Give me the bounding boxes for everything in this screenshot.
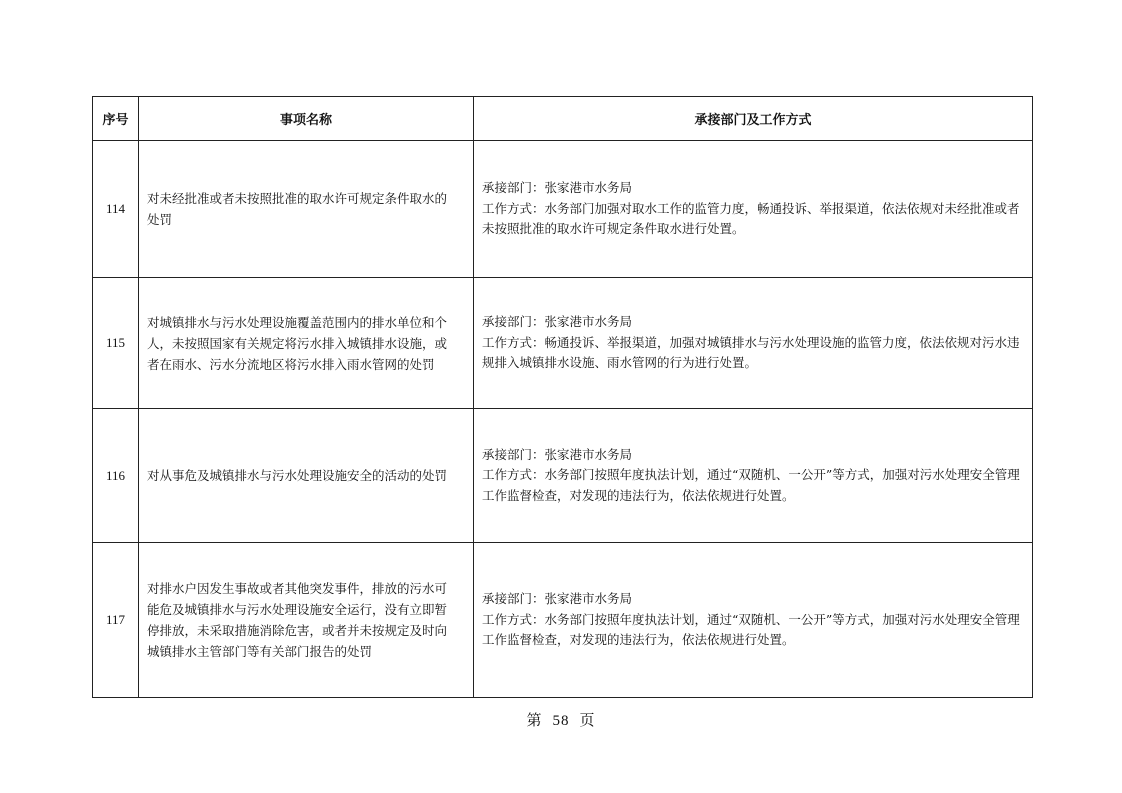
item-name-text: 对排水户因发生事故或者其他突发事件，排放的污水可能危及城镇排水与污水处理设施安全运行，没有立即暂停排放，未采取措施消除危害，或者并未按规定及时向城镇排水主管部门等有关部门报告的处罚 bbox=[147, 581, 448, 659]
row-item-name bbox=[139, 141, 474, 278]
dept-text: 承接部门：张家港市水务局 bbox=[482, 180, 633, 196]
header-serial-no: 序号 bbox=[93, 97, 139, 141]
page-number: 58 bbox=[552, 713, 570, 729]
dept-text: 承接部门：张家港市水务局 bbox=[482, 591, 633, 607]
table-header-row bbox=[93, 97, 1033, 141]
items-table bbox=[92, 96, 1033, 698]
row-dept-method bbox=[474, 278, 1033, 409]
row-dept-method bbox=[474, 543, 1033, 698]
header-item-name: 事项名称 bbox=[139, 97, 474, 141]
dept-text: 承接部门：张家港市水务局 bbox=[482, 446, 633, 462]
item-name-text: 对未经批准或者未按照批准的取水许可规定条件取水的处罚 bbox=[147, 191, 448, 227]
item-name-text: 对城镇排水与污水处理设施覆盖范围内的排水单位和个人，未按照国家有关规定将污水排入城镇排水设施，或者在雨水、污水分流地区将污水排入雨水管网的处罚 bbox=[147, 314, 448, 372]
row-item-name bbox=[139, 278, 474, 409]
table-row bbox=[93, 409, 1033, 543]
row-serial-no: 115 bbox=[93, 278, 139, 409]
method-text: 工作方式：水务部门加强对取水工作的监管力度，畅通投诉、举报渠道，依法依规对未经批准或者未按照批准的取水许可规定条件取水进行处置。 bbox=[482, 200, 1020, 237]
item-name-text: 对从事危及城镇排水与污水处理设施安全的活动的处罚 bbox=[147, 468, 448, 483]
dept-text: 承接部门：张家港市水务局 bbox=[482, 314, 633, 330]
page-prefix: 第 bbox=[526, 713, 543, 729]
method-text: 工作方式：水务部门按照年度执法计划，通过“双随机、一公开”等方式，加强对污水处理安全管理工作监督检查，对发现的违法行为，依法依规进行处置。 bbox=[482, 467, 1020, 503]
page-number-footer bbox=[0, 709, 1122, 730]
method-text: 工作方式：畅通投诉、举报渠道，加强对城镇排水与污水处理设施的监管力度，依法依规对污水违规排入城镇排水设施、雨水管网的行为进行处置。 bbox=[482, 334, 1020, 371]
table-row bbox=[93, 543, 1033, 698]
row-serial-no: 116 bbox=[93, 409, 139, 543]
row-serial-no: 114 bbox=[93, 141, 139, 278]
table-row bbox=[93, 278, 1033, 409]
page-suffix: 页 bbox=[579, 713, 596, 729]
row-serial-no: 117 bbox=[93, 543, 139, 698]
row-dept-method bbox=[474, 409, 1033, 543]
row-item-name bbox=[139, 543, 474, 698]
header-dept-method: 承接部门及工作方式 bbox=[474, 97, 1033, 141]
row-item-name bbox=[139, 409, 474, 543]
method-text: 工作方式：水务部门按照年度执法计划，通过“双随机、一公开”等方式，加强对污水处理安全管理工作监督检查，对发现的违法行为，依法依规进行处置。 bbox=[482, 611, 1020, 648]
table-row bbox=[93, 141, 1033, 278]
row-dept-method bbox=[474, 141, 1033, 278]
